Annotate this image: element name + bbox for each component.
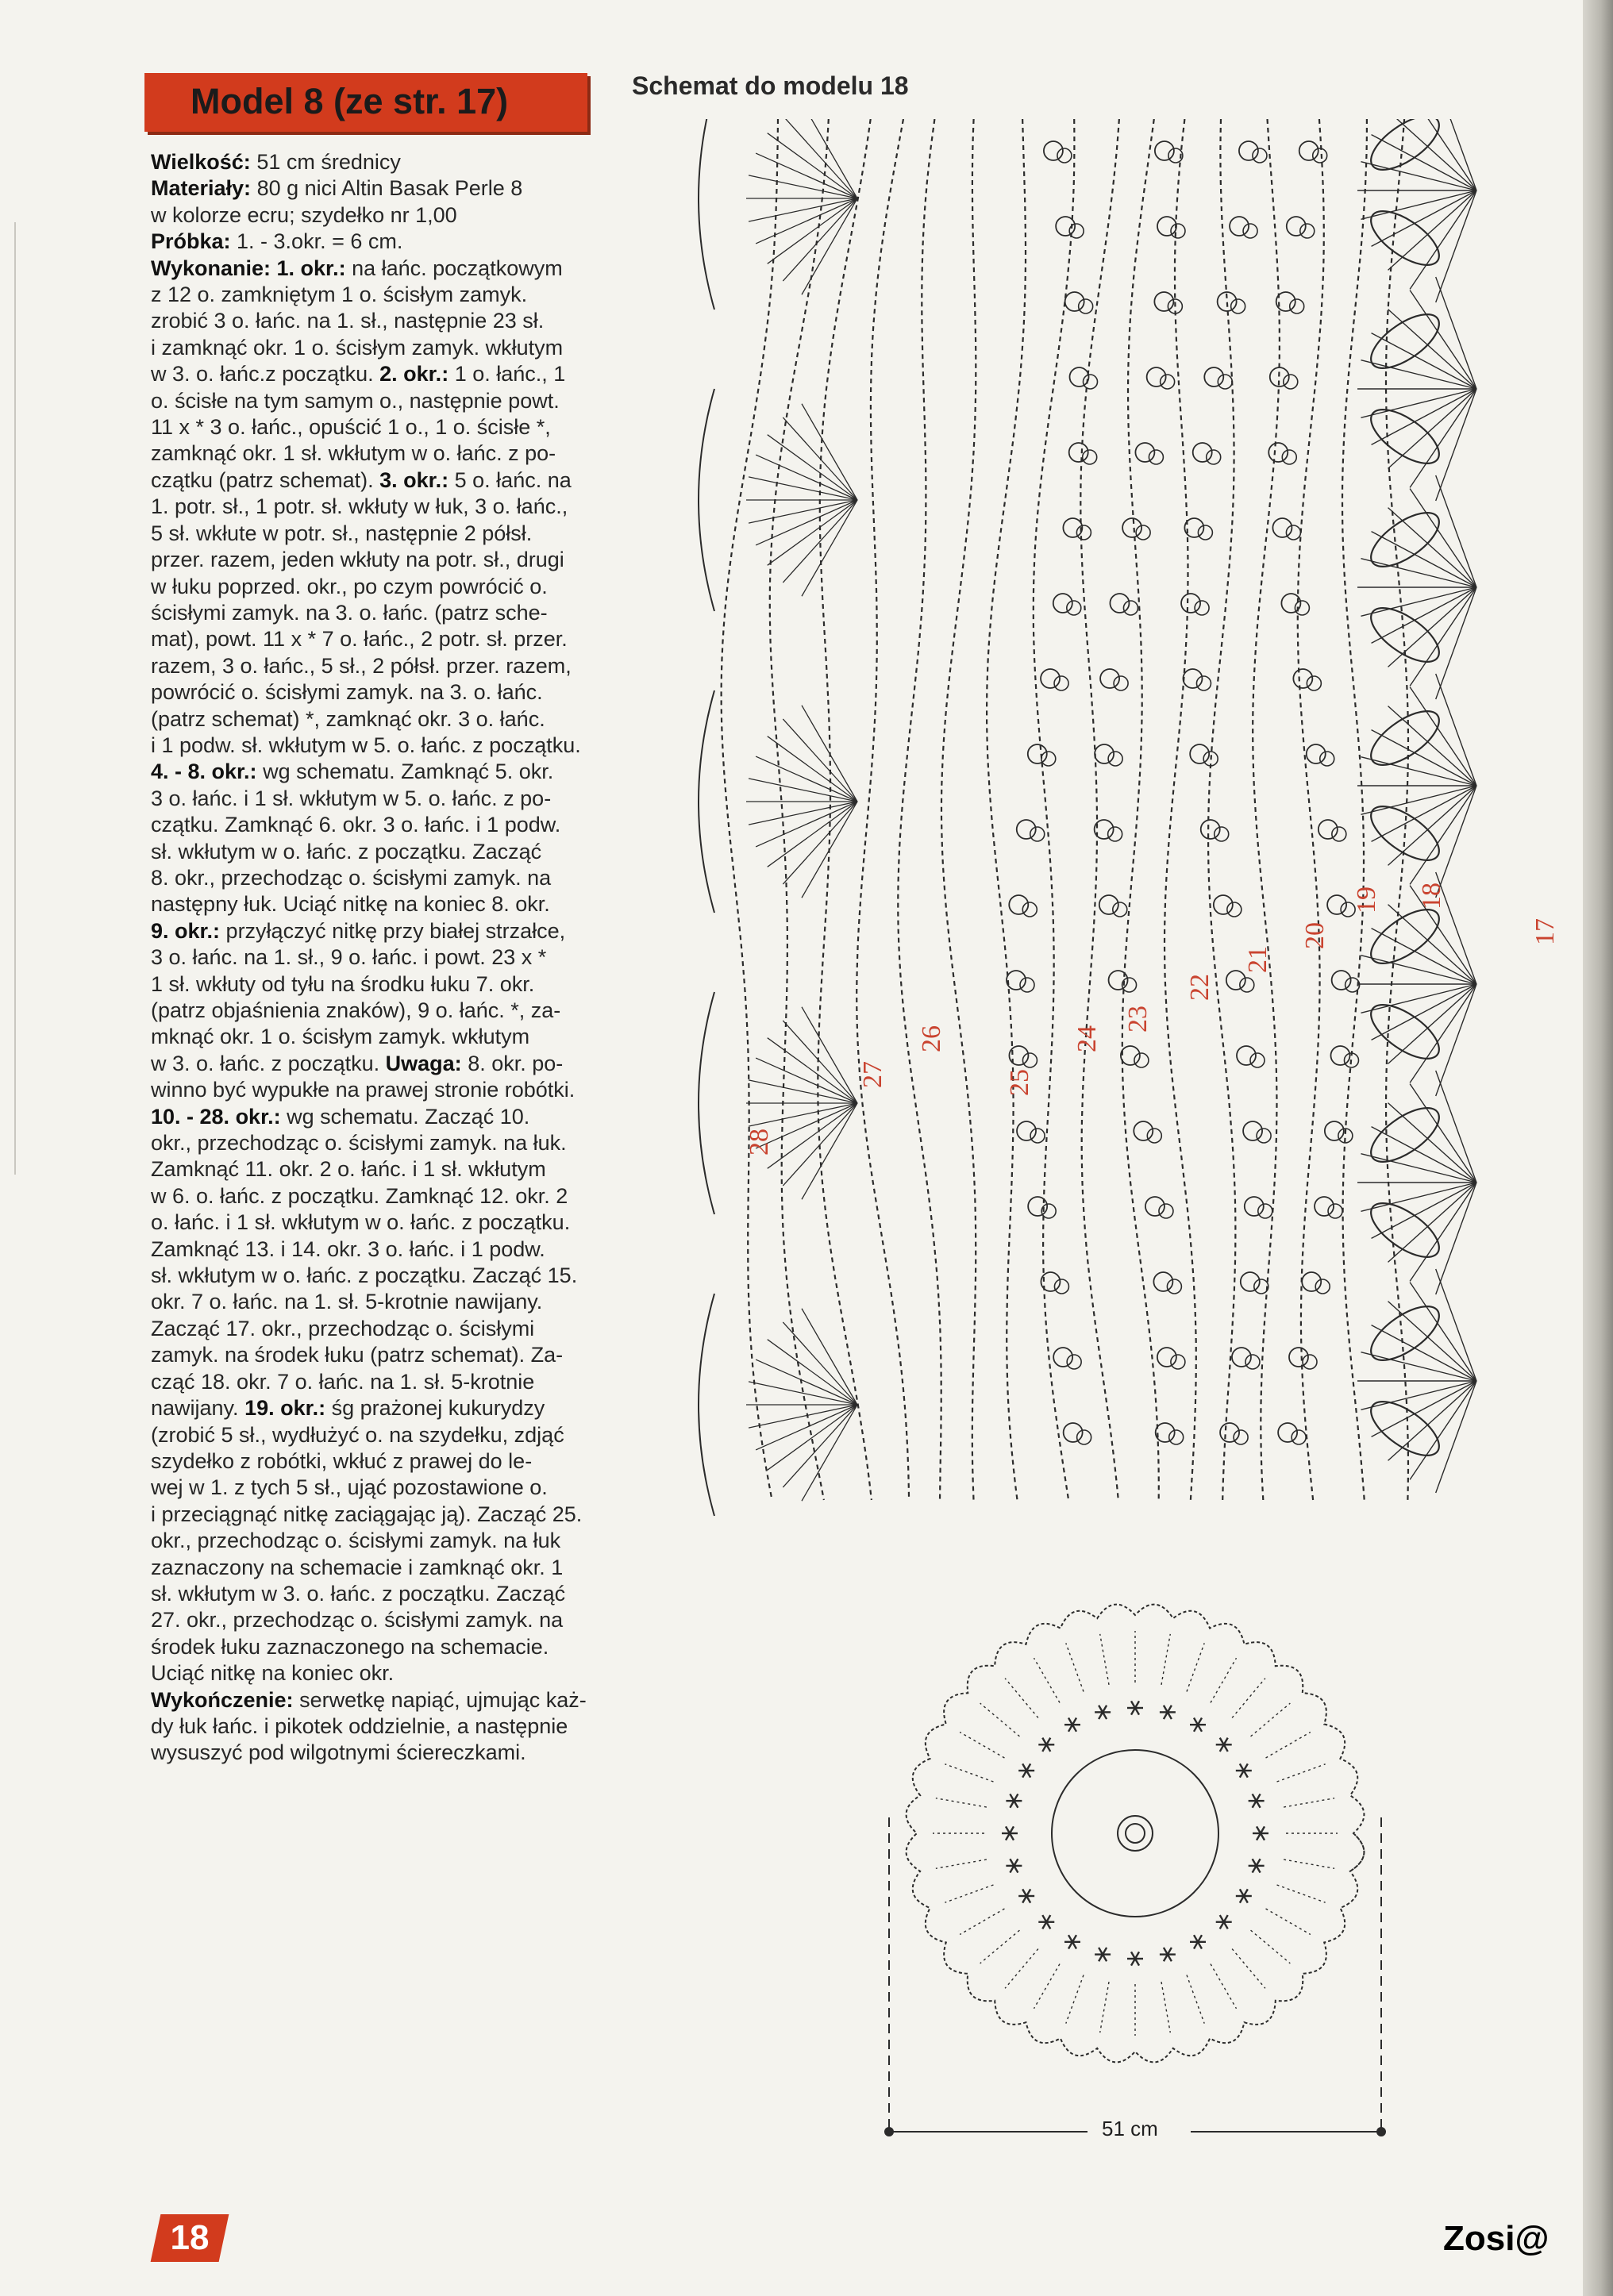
instructions-text — [151, 149, 610, 1767]
instruction-line: 5 sł. wkłute w potr. sł., następnie 2 półsł. — [151, 521, 533, 545]
instruction-line: 3 o. łańc. na 1. sł., 9 o. łańc. i powt. 23 x * — [151, 945, 547, 970]
model-title-banner — [144, 73, 587, 132]
instruction-line: 1. potr. sł., 1 potr. sł. wkłuty w łuk, 3 o. łańc., — [151, 494, 568, 519]
instruction-line: cząć 18. okr. 7 o. łańc. na 1. sł. 5-krotnie — [151, 1369, 535, 1394]
instruction-line: 4. - 8. okr.: wg schematu. Zamknąć 5. okr. — [151, 760, 554, 784]
instruction-line: w łuku poprzed. okr., po czym powrócić o. — [151, 574, 548, 598]
instruction-line: sł. wkłutym w o. łańc. z początku. Zacząć 15. — [151, 1263, 578, 1288]
instruction-line: i przeciągnąć nitkę zaciągając ją). Zacząć 25. — [151, 1502, 583, 1526]
round-number-17: 17 — [1530, 918, 1560, 945]
instruction-line: wysuszyć pod wilgotnymi ściereczkami. — [151, 1740, 526, 1765]
instruction-line: Materiały: 80 g nici Altin Basak Perle 8 — [151, 176, 523, 201]
instruction-line: sł. wkłutym w 3. o. łańc. z początku. Zacząć — [151, 1581, 566, 1606]
instruction-line: w 6. o. łańc. z początku. Zamknąć 12. okr. 2 — [151, 1183, 568, 1208]
round-number-20: 20 — [1300, 922, 1330, 949]
round-number-22: 22 — [1185, 974, 1215, 1001]
instruction-line: powrócić o. ścisłymi zamyk. na 3. o. łańc. — [151, 680, 543, 705]
instruction-line: razem, 3 o. łańc., 5 sł., 2 półsł. przer. razem, — [151, 653, 572, 678]
instruction-line: okr., przechodząc o. ścisłymi zamyk. na łuk — [151, 1529, 561, 1553]
instruction-line: 27. okr., przechodząc o. ścisłymi zamyk. na — [151, 1608, 564, 1633]
instruction-line: 10. - 28. okr.: wg schematu. Zacząć 10. — [151, 1104, 530, 1129]
instruction-line: mknąć okr. 1 o. ścisłym zamyk. wkłutym — [151, 1025, 530, 1049]
size-dimension-label: 51 cm — [1095, 2117, 1165, 2141]
round-number-28: 28 — [745, 1129, 774, 1156]
instruction-line: zrobić 3 o. łańc. na 1. sł., następnie 23 sł. — [151, 309, 545, 333]
instruction-line: 8. okr., przechodząc o. ścisłymi zamyk. na — [151, 865, 552, 890]
instruction-line: Wykończenie: serwetkę napiąć, ujmując każ- — [151, 1687, 587, 1712]
page-number: 18 — [170, 2218, 210, 2257]
instruction-line: Próbka: 1. - 3.okr. = 6 cm. — [151, 229, 403, 254]
instruction-line: mat), powt. 11 x * 7 o. łańc., 2 potr. sł. przer. — [151, 627, 568, 652]
instruction-line: szydełko z robótki, wkłuć z prawej do le- — [151, 1448, 533, 1473]
instruction-line: Wielkość: 51 cm średnicy — [151, 150, 401, 174]
round-number-25: 25 — [1005, 1069, 1034, 1096]
instruction-line: Wykonanie: 1. okr.: na łańc. początkowym — [151, 256, 563, 280]
uploader-signature: Zosi@ — [1443, 2219, 1549, 2258]
instruction-line: okr., przechodząc o. ścisłymi zamyk. na łuk. — [151, 1131, 567, 1156]
instruction-line: nawijany. 19. okr.: śg prażonej kukurydzy — [151, 1396, 545, 1421]
doily-outline-diagram — [873, 1587, 1397, 2159]
instruction-line: przer. razem, jeden wkłuty na potr. sł., drugi — [151, 548, 564, 572]
crochet-chart — [683, 119, 1588, 1524]
instruction-line: Zamknąć 11. okr. 2 o. łańc. i 1 sł. wkłutym — [151, 1157, 546, 1182]
page-number-badge — [151, 2214, 229, 2262]
model-title: Model 8 (ze str. 17) — [191, 81, 509, 121]
page-gutter-line — [14, 222, 16, 1175]
round-number-27: 27 — [858, 1061, 887, 1088]
instruction-line: wej w 1. z tych 5 sł., ująć pozostawione o. — [151, 1475, 548, 1500]
instruction-line: środek łuku zaznaczonego na schemacie. — [151, 1634, 549, 1659]
round-number-26: 26 — [917, 1025, 946, 1052]
instruction-line: (patrz objaśnienia znaków), 9 o. łańc. *, za- — [151, 998, 561, 1022]
instruction-line: i zamknąć okr. 1 o. ścisłym zamyk. wkłutym — [151, 335, 564, 360]
instruction-line: 11 x * 3 o. łańc., opuścić 1 o., 1 o. ścisłe *, — [151, 415, 551, 440]
instruction-line: Zacząć 17. okr., przechodząc o. ścisłymi — [151, 1316, 535, 1340]
round-number-23: 23 — [1123, 1006, 1153, 1033]
instruction-line: następny łuk. Uciąć nitkę na koniec 8. okr. — [151, 892, 550, 917]
instruction-line: o. ścisłe na tym samym o., następnie powt. — [151, 388, 560, 413]
instruction-line: Uciąć nitkę na koniec okr. — [151, 1661, 395, 1686]
instruction-line: z 12 o. zamkniętym 1 o. ścisłym zamyk. — [151, 283, 528, 307]
instruction-line: zaznaczony na schemacie i zamknąć okr. 1 — [151, 1555, 564, 1579]
round-number-18: 18 — [1417, 883, 1446, 910]
instruction-line: czątku. Zamknąć 6. okr. 3 o. łańc. i 1 podw. — [151, 813, 561, 837]
instruction-line: w 3. o. łańc.z początku. 2. okr.: 1 o. łańc., 1 — [151, 362, 566, 387]
round-number-21: 21 — [1243, 946, 1272, 973]
instruction-line: ścisłymi zamyk. na 3. o. łańc. (patrz sche- — [151, 600, 548, 625]
instruction-line: i 1 podw. sł. wkłutym w 5. o. łańc. z początku. — [151, 733, 581, 757]
instruction-line: 3 o. łańc. i 1 sł. wkłutym w 5. o. łańc. z po- — [151, 786, 552, 810]
scheme-title: Schemat do modelu 18 — [632, 71, 909, 100]
instruction-line: (patrz schemat) *, zamknąć okr. 3 o. łańc. — [151, 706, 545, 731]
instruction-line: 1 sł. wkłuty od tyłu na środku łuku 7. okr. — [151, 971, 535, 996]
instruction-line: o. łańc. i 1 sł. wkłutym w o. łańc. z początku. — [151, 1210, 571, 1235]
instruction-line: winno być wypukłe na prawej stronie robótki. — [151, 1078, 576, 1102]
instruction-line: w 3. o. łańc. z początku. Uwaga: 8. okr. po- — [151, 1051, 564, 1075]
instruction-line: okr. 7 o. łańc. na 1. sł. 5-krotnie nawijany. — [151, 1290, 543, 1314]
instruction-line: w kolorze ecru; szydełko nr 1,00 — [151, 202, 457, 227]
round-number-19: 19 — [1352, 886, 1381, 913]
instruction-line: zamyk. na środek łuku (patrz schemat). Za- — [151, 1343, 564, 1367]
instruction-line: sł. wkłutym w o. łańc. z początku. Zacząć — [151, 839, 542, 863]
round-number-24: 24 — [1072, 1025, 1102, 1052]
instruction-line: dy łuk łańc. i pikotek oddzielnie, a następnie — [151, 1713, 568, 1738]
instruction-line: (zrobić 5 sł., wydłużyć o. na szydełku, zdjąć — [151, 1422, 564, 1447]
instruction-line: 9. okr.: przyłączyć nitkę przy białej strzałce, — [151, 918, 566, 943]
instruction-line: zamknąć okr. 1 sł. wkłutym w o. łańc. z po- — [151, 441, 556, 466]
instruction-line: czątku (patrz schemat). 3. okr.: 5 o. łańc. na — [151, 467, 572, 492]
instruction-line: Zamknąć 13. i 14. okr. 3 o. łańc. i 1 podw. — [151, 1236, 545, 1261]
